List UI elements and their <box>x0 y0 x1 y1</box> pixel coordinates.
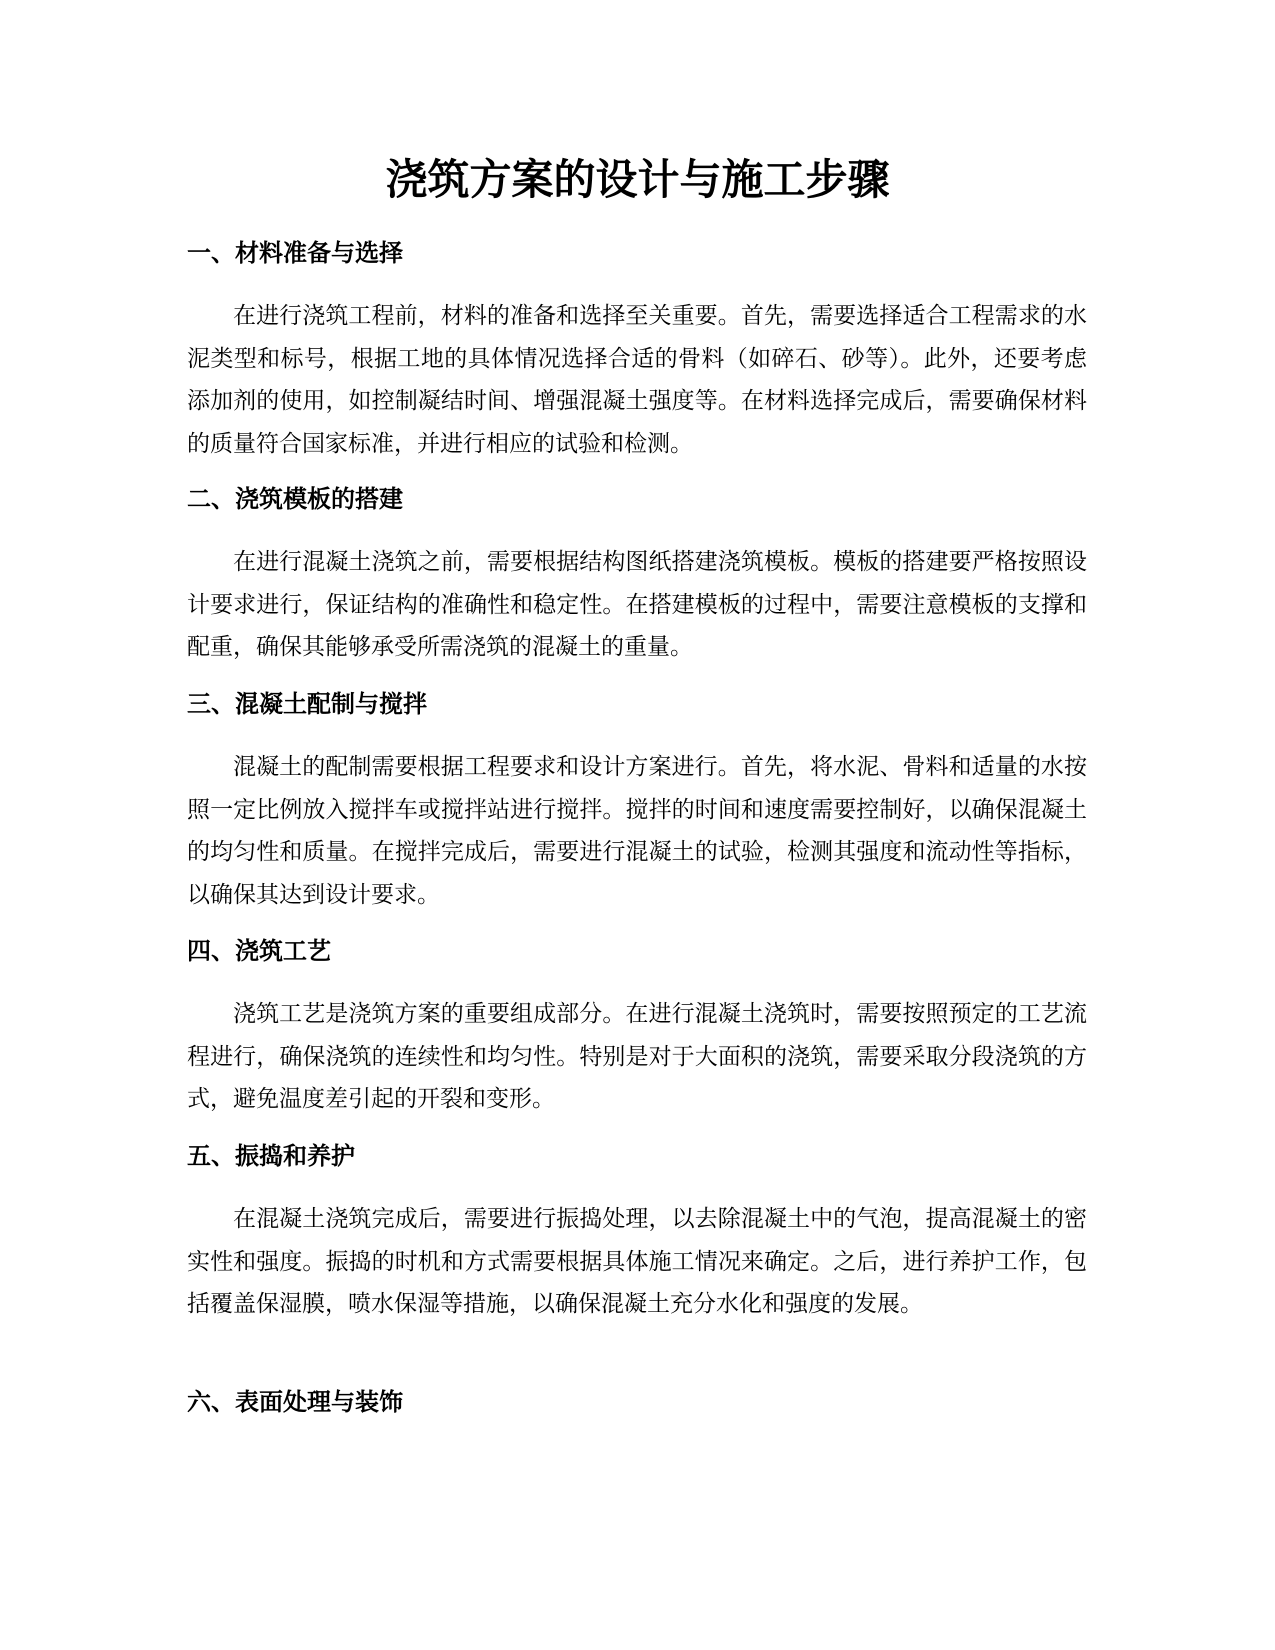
section-paragraph: 浇筑工艺是浇筑方案的重要组成部分。在进行混凝土浇筑时，需要按照预定的工艺流程进行，确保浇筑的连续性和均匀性。特别是对于大面积的浇筑，需要采取分段浇筑的方式，避免温度差引起的开裂和变形。 <box>187 1001 1087 1112</box>
section-paragraph: 在进行浇筑工程前，材料的准备和选择至关重要。首先，需要选择适合工程需求的水泥类型和标号，根据工地的具体情况选择合适的骨料（如碎石、砂等）。此外，还要考虑添加剂的使用，如控制凝结时间、增强混凝土强度等。在材料选择完成后，需要确保材料的质量符合国家标准，并进行相应的试验和检测。 <box>187 303 1087 457</box>
page-title: 浇筑方案的设计与施工步骤 <box>385 155 890 204</box>
section-paragraph: 在进行混凝土浇筑之前，需要根据结构图纸搭建浇筑模板。模板的搭建要严格按照设计要求进行，保证结构的准确性和稳定性。在搭建模板的过程中，需要注意模板的支撑和配重，确保其能够承受所需浇筑的混凝土的重量。 <box>187 549 1087 660</box>
section-vibration-curing <box>187 1139 1087 1326</box>
section-paragraph: 在混凝土浇筑完成后，需要进行振捣处理，以去除混凝土中的气泡，提高混凝土的密实性和强度。振捣的时机和方式需要根据具体施工情况来确定。之后，进行养护工作，包括覆盖保湿膜，喷水保湿等措施，以确保混凝土充分水化和强度的发展。 <box>187 1206 1087 1317</box>
section-surface-finishing <box>187 1385 1087 1419</box>
section-heading: 三、混凝土配制与搅拌 <box>187 690 427 718</box>
section-heading: 二、浇筑模板的搭建 <box>187 485 403 513</box>
section-paragraph: 混凝土的配制需要根据工程要求和设计方案进行。首先，将水泥、骨料和适量的水按照一定比例放入搅拌车或搅拌站进行搅拌。搅拌的时间和速度需要控制好，以确保混凝土的均匀性和质量。在搅拌完成后，需要进行混凝土的试验，检测其强度和流动性等指标，以确保其达到设计要求。 <box>187 754 1087 908</box>
section-heading: 五、振捣和养护 <box>187 1142 355 1170</box>
section-formwork <box>187 482 1087 669</box>
section-pouring-process <box>187 934 1087 1121</box>
section-materials <box>187 236 1087 465</box>
section-mixing <box>187 687 1087 916</box>
section-heading: 一、材料准备与选择 <box>187 239 403 267</box>
section-heading: 四、浇筑工艺 <box>187 937 331 965</box>
section-heading: 六、表面处理与装饰 <box>187 1388 403 1416</box>
